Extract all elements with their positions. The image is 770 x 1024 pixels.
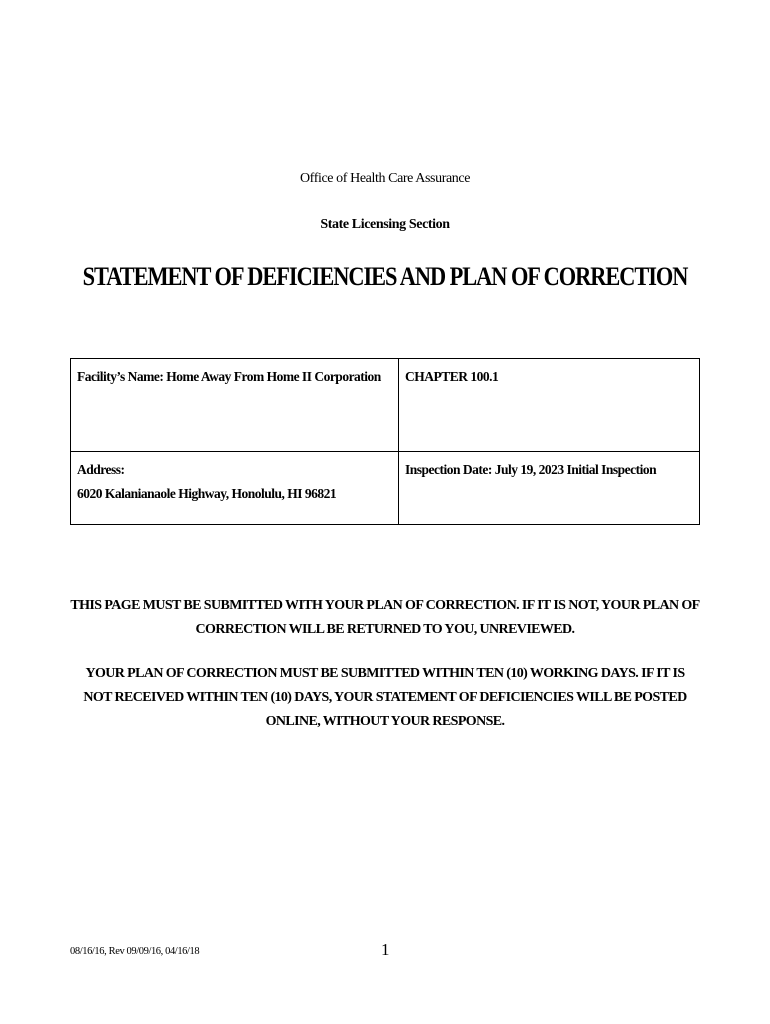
page-number: 1	[381, 940, 390, 959]
submission-notice: THIS PAGE MUST BE SUBMITTED WITH YOUR PLAN OF CORRECTION. IF IT IS NOT, YOUR PLAN OF CORRECTION WILL BE RETURNED TO YOU, UNREVIEWED.	[70, 598, 700, 637]
inspection-cell	[399, 452, 700, 525]
revision-footer: 08/16/16, Rev 09/09/16, 04/16/18	[70, 946, 200, 957]
deadline-notice: YOUR PLAN OF CORRECTION MUST BE SUBMITTED WITHIN TEN (10) WORKING DAYS. IF IT IS NOT RECEIVED WITHIN TEN (10) DAYS, YOUR STATEMENT OF DEFICIENCIES WILL BE POSTED ONLINE, WITHOUT YOUR RESPONSE.	[83, 666, 687, 729]
facility-name-cell	[71, 359, 399, 452]
address-cell	[71, 452, 399, 525]
document-title: STATEMENT OF DEFICIENCIES AND PLAN OF CORRECTION	[82, 262, 688, 291]
inspection-date: Inspection Date: July 19, 2023 Initial Inspection	[405, 462, 657, 477]
facility-info-table	[70, 358, 700, 525]
address-label: Address:	[77, 462, 125, 477]
section-name: State Licensing Section	[320, 217, 450, 232]
table-row	[71, 452, 700, 525]
address-value: 6020 Kalanianaole Highway, Honolulu, HI 96821	[77, 486, 337, 501]
chapter-cell	[399, 359, 700, 452]
office-name: Office of Health Care Assurance	[299, 171, 471, 186]
facility-name: Facility’s Name: Home Away From Home II Corporation	[77, 369, 381, 384]
chapter-label: CHAPTER 100.1	[405, 369, 499, 384]
table-row	[71, 359, 700, 452]
